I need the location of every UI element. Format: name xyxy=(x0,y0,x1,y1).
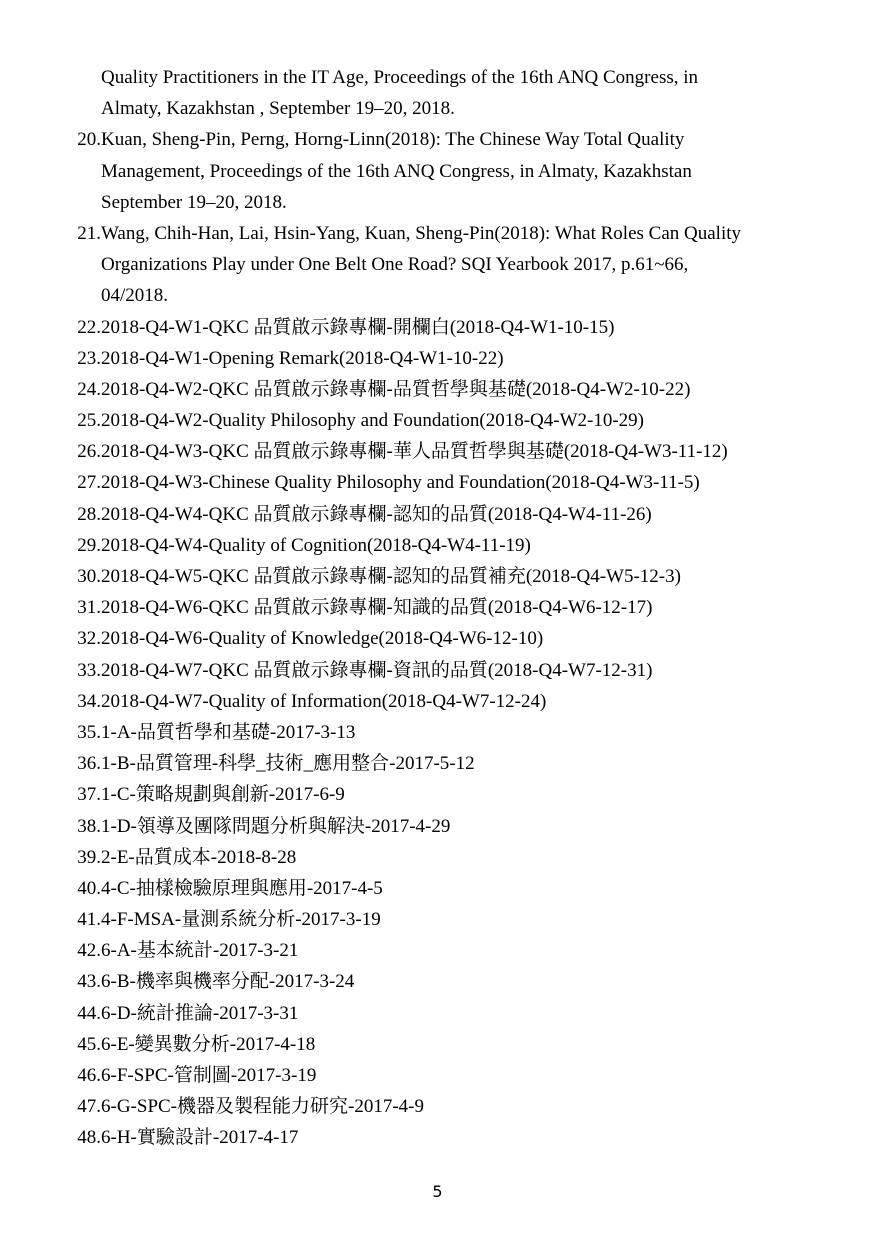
reference-item-27 xyxy=(66,467,826,498)
reference-item-33 xyxy=(66,655,826,686)
reference-number: 46. xyxy=(77,1065,101,1086)
page-number: 5 xyxy=(432,1182,443,1201)
reference-number: 39. xyxy=(77,846,101,868)
reference-text: Wang, Chih-Han, Lai, Hsin-Yang, Kuan, Sheng-Pin(2018): What Roles Can Quality xyxy=(101,222,742,244)
reference-number: 40. xyxy=(77,877,101,899)
reference-item-48 xyxy=(66,1122,826,1153)
reference-number: 21. xyxy=(77,222,101,244)
reference-text: 2018-Q4-W3-QKC 品質啟示錄專欄-華人品質哲學與基礎(2018-Q4-W3-11-12) xyxy=(101,441,728,463)
reference-item-20-line xyxy=(66,156,826,187)
reference-item-23 xyxy=(66,343,826,374)
reference-text: 2018-Q4-W7-Quality of Information(2018-Q4-W7-12-24) xyxy=(101,690,547,712)
reference-text: 2018-Q4-W1-QKC 品質啟示錄專欄-開欄白(2018-Q4-W1-10-15) xyxy=(101,316,615,338)
reference-item-20 xyxy=(66,124,826,155)
reference-text: 6-F-SPC-管制圖-2017-3-19 xyxy=(101,1065,317,1086)
reference-item-22 xyxy=(66,312,826,343)
reference-text: 2018-Q4-W4-Quality of Cognition(2018-Q4-W4-11-19) xyxy=(101,534,531,556)
reference-item-21-line xyxy=(66,280,826,311)
reference-item-25 xyxy=(66,405,826,436)
reference-item-38 xyxy=(66,811,826,842)
reference-number: 26. xyxy=(77,441,101,463)
reference-number: 20. xyxy=(77,129,101,151)
reference-number: 36. xyxy=(77,753,101,775)
reference-number: 45. xyxy=(77,1033,101,1055)
reference-number: 42. xyxy=(77,940,101,962)
reference-text: 1-C-策略規劃與創新-2017-6-9 xyxy=(101,784,345,806)
reference-item-26 xyxy=(66,436,826,467)
reference-item-37 xyxy=(66,779,826,810)
reference-text: Organizations Play under One Belt One Road? SQI Yearbook 2017, p.61~66, xyxy=(101,254,689,276)
reference-number: 29. xyxy=(77,534,101,556)
reference-text: September 19–20, 2018. xyxy=(101,191,287,213)
reference-text: 2-E-品質成本-2018-8-28 xyxy=(101,846,297,868)
reference-item-41 xyxy=(66,904,826,935)
reference-number: 31. xyxy=(77,597,101,619)
reference-text: 04/2018. xyxy=(101,285,169,307)
reference-text: 2018-Q4-W2-Quality Philosophy and Foundation(2018-Q4-W2-10-29) xyxy=(101,410,645,432)
reference-item-21 xyxy=(66,218,826,249)
reference-item-44 xyxy=(66,998,826,1029)
reference-item-28 xyxy=(66,499,826,530)
reference-text: 2018-Q4-W7-QKC 品質啟示錄專欄-資訊的品質(2018-Q4-W7-12-31) xyxy=(101,659,653,681)
reference-item-47 xyxy=(66,1091,826,1122)
reference-number: 22. xyxy=(77,316,101,338)
reference-text: 6-D-統計推論-2017-3-31 xyxy=(101,1002,299,1024)
reference-number: 47. xyxy=(77,1096,101,1118)
reference-continuation-line: Quality Practitioners in the IT Age, Proceedings of the 16th ANQ Congress, in xyxy=(101,67,699,88)
reference-text: 2018-Q4-W1-Opening Remark(2018-Q4-W1-10-22) xyxy=(101,347,504,369)
reference-number: 34. xyxy=(77,690,101,712)
reference-text: 6-H-實驗設計-2017-4-17 xyxy=(101,1127,299,1149)
reference-text: Management, Proceedings of the 16th ANQ Congress, in Almaty, Kazakhstan xyxy=(101,160,692,182)
reference-list xyxy=(66,62,826,1154)
reference-item-31 xyxy=(66,592,826,623)
reference-item-30 xyxy=(66,561,826,592)
reference-number: 24. xyxy=(77,378,101,400)
reference-item-46 xyxy=(66,1060,826,1091)
reference-item-36 xyxy=(66,748,826,779)
reference-item-39 xyxy=(66,842,826,873)
reference-item-24 xyxy=(66,374,826,405)
reference-item-40 xyxy=(66,873,826,904)
reference-text: 2018-Q4-W2-QKC 品質啟示錄專欄-品質哲學與基礎(2018-Q4-W2-10-22) xyxy=(101,378,691,400)
reference-number: 35. xyxy=(77,721,101,743)
reference-text: 6-B-機率與機率分配-2017-3-24 xyxy=(101,971,355,993)
reference-text: 1-A-品質哲學和基礎-2017-3-13 xyxy=(101,721,356,743)
reference-text: 6-A-基本統計-2017-3-21 xyxy=(101,940,299,962)
reference-item-43 xyxy=(66,966,826,997)
reference-number: 30. xyxy=(77,566,101,587)
reference-item-42 xyxy=(66,935,826,966)
reference-text: 1-D-領導及團隊問題分析與解決-2017-4-29 xyxy=(101,815,451,837)
reference-number: 48. xyxy=(77,1127,101,1149)
reference-text: 6-G-SPC-機器及製程能力研究-2017-4-9 xyxy=(101,1096,424,1118)
reference-item-29 xyxy=(66,530,826,561)
reference-number: 23. xyxy=(77,347,101,369)
reference-number: 28. xyxy=(77,503,101,525)
reference-text: 2018-Q4-W4-QKC 品質啟示錄專欄-認知的品質(2018-Q4-W4-11-26) xyxy=(101,503,652,525)
reference-number: 38. xyxy=(77,815,101,837)
reference-continuation-line: Almaty, Kazakhstan , September 19–20, 2018. xyxy=(101,98,455,120)
reference-text: 6-E-變異數分析-2017-4-18 xyxy=(101,1033,316,1055)
reference-text: 2018-Q4-W6-QKC 品質啟示錄專欄-知識的品質(2018-Q4-W6-12-17) xyxy=(101,597,653,619)
reference-item-21-line xyxy=(66,249,826,280)
reference-number: 43. xyxy=(77,971,101,993)
reference-text: 2018-Q4-W6-Quality of Knowledge(2018-Q4-W6-12-10) xyxy=(101,628,544,650)
reference-number: 44. xyxy=(77,1002,101,1024)
reference-number: 41. xyxy=(77,909,101,931)
reference-item-34 xyxy=(66,686,826,717)
reference-item-20-line xyxy=(66,187,826,218)
reference-number: 25. xyxy=(77,410,101,432)
reference-text: Kuan, Sheng-Pin, Perng, Horng-Linn(2018): The Chinese Way Total Quality xyxy=(101,129,685,151)
reference-text: 2018-Q4-W3-Chinese Quality Philosophy and Foundation(2018-Q4-W3-11-5) xyxy=(101,472,700,494)
reference-text: 4-C-抽樣檢驗原理與應用-2017-4-5 xyxy=(101,877,383,899)
reference-number: 32. xyxy=(77,628,101,650)
reference-text: 4-F-MSA-量測系統分析-2017-3-19 xyxy=(101,909,381,931)
reference-number: 37. xyxy=(77,784,101,806)
reference-text: 1-B-品質管理-科學_技術_應用整合-2017-5-12 xyxy=(101,753,475,775)
reference-item-35 xyxy=(66,717,826,748)
reference-item-45 xyxy=(66,1029,826,1060)
reference-item-32 xyxy=(66,623,826,654)
reference-number: 27. xyxy=(77,472,101,494)
reference-text: 2018-Q4-W5-QKC 品質啟示錄專欄-認知的品質補充(2018-Q4-W5-12-3) xyxy=(101,566,681,587)
reference-number: 33. xyxy=(77,659,101,681)
